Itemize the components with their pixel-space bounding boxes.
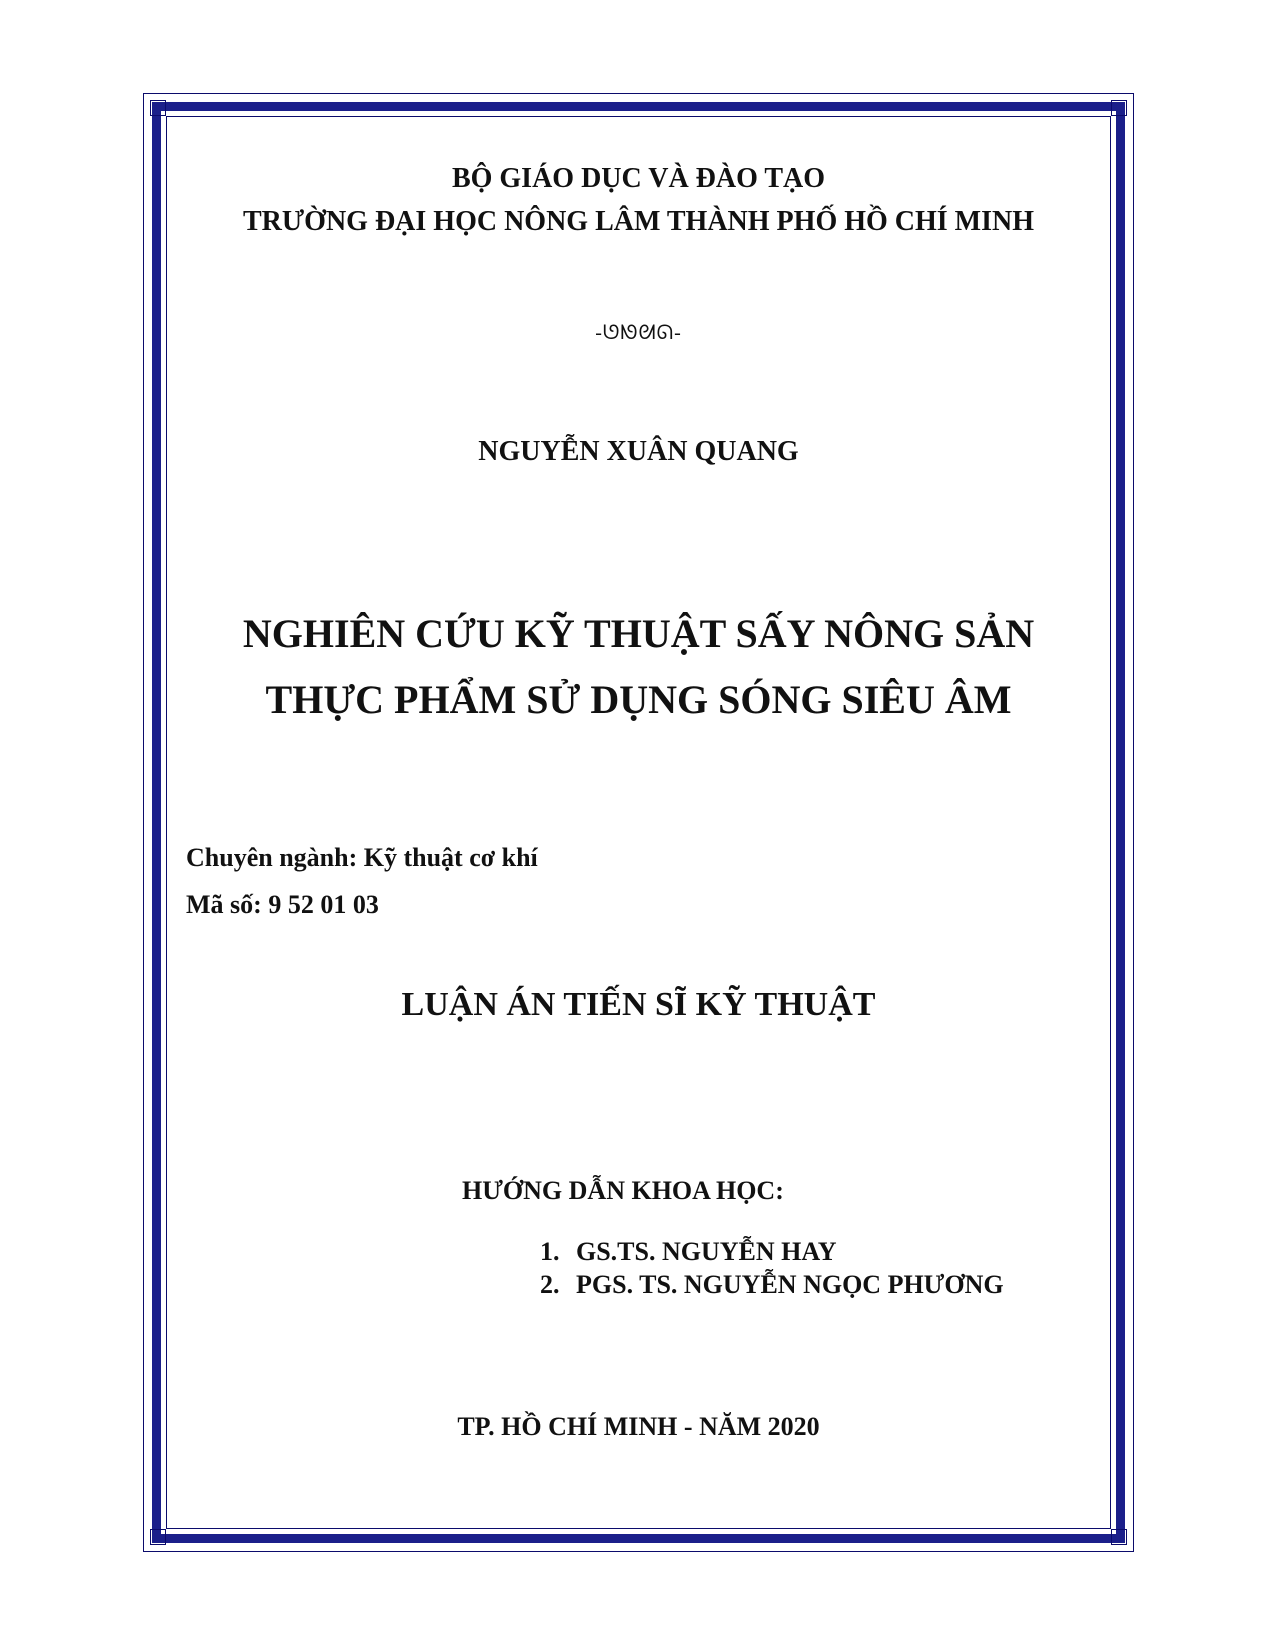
- degree-title: LUẬN ÁN TIẾN SĨ KỸ THUẬT: [401, 986, 876, 1023]
- advisor-number: 2.: [540, 1270, 560, 1299]
- advisor-item: [540, 1270, 1004, 1300]
- university-name: TRƯỜNG ĐẠI HỌC NÔNG LÂM THÀNH PHỐ HỒ CHÍ MINH: [242, 206, 1034, 237]
- border-corner-bottom-right: [1111, 1529, 1127, 1545]
- advisor-name: PGS. TS. NGUYỄN NGỌC PHƯƠNG: [576, 1270, 1004, 1299]
- advisors-heading: HƯỚNG DẪN KHOA HỌC:: [462, 1176, 784, 1205]
- advisor-name: GS.TS. NGUYỄN HAY: [576, 1237, 837, 1266]
- border-corner-top-left: [150, 100, 166, 116]
- border-corner-bottom-left: [150, 1529, 166, 1545]
- major-code: Mã số: 9 52 01 03: [186, 890, 379, 919]
- major-field: Chuyên ngành: Kỹ thuật cơ khí: [186, 843, 538, 872]
- border-corner-top-right: [1111, 100, 1127, 116]
- thesis-title-line-1: NGHIÊN CỨU KỸ THUẬT SẤY NÔNG SẢN: [242, 611, 1035, 656]
- author-name: NGUYỄN XUÂN QUANG: [478, 436, 799, 467]
- advisor-item: [540, 1237, 837, 1267]
- thesis-title-line-2: THỰC PHẨM SỬ DỤNG SÓNG SIÊU ÂM: [265, 677, 1012, 722]
- place-and-year: TP. HỒ CHÍ MINH - NĂM 2020: [457, 1412, 820, 1441]
- ministry-name: BỘ GIÁO DỤC VÀ ĐÀO TẠO: [451, 163, 826, 194]
- advisor-number: 1.: [540, 1237, 560, 1266]
- decorative-ornament: -ᘎᘚᘛᘏ-: [595, 322, 682, 344]
